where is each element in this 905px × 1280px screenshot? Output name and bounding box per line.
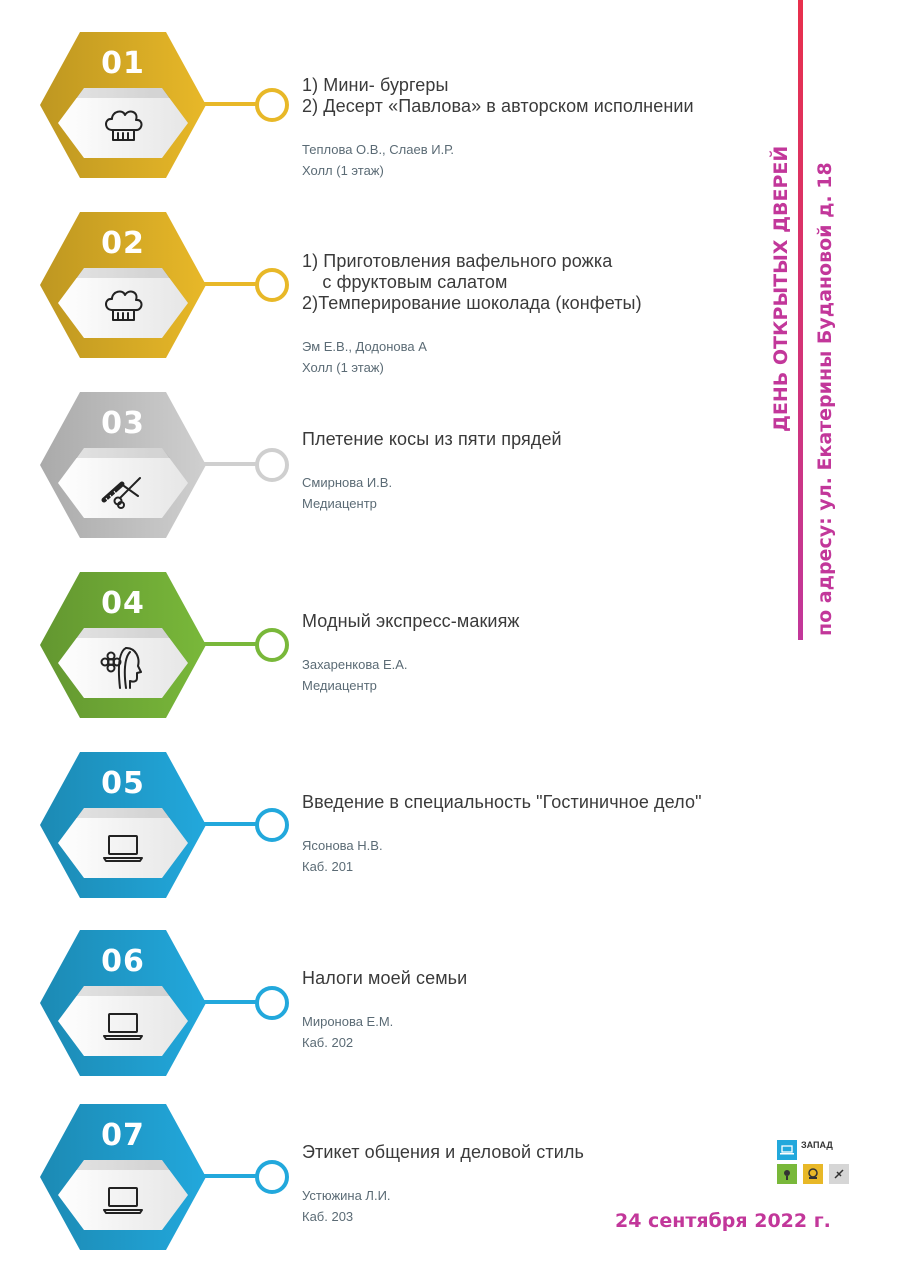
logo-green-square <box>777 1164 797 1184</box>
item-number: 02 <box>101 226 145 261</box>
item-number: 05 <box>101 766 145 801</box>
hexagon-badge <box>38 390 208 540</box>
connector-ring <box>255 628 289 662</box>
connector-line <box>200 462 260 466</box>
hexagon-badge <box>38 570 208 720</box>
connector-ring <box>255 1160 289 1194</box>
item-teacher: Смирнова И.В. <box>302 475 393 490</box>
item-title: Модный экспресс-макияж <box>302 611 520 631</box>
program-item <box>0 210 760 375</box>
zapad-logo <box>777 1140 851 1186</box>
item-teacher: Теплова О.В., Слаев И.Р. <box>302 142 455 157</box>
woman-face-flower-icon <box>96 640 150 694</box>
laptop-icon <box>96 820 150 874</box>
connector-ring <box>255 448 289 482</box>
laptop-icon <box>96 1172 150 1226</box>
item-teacher: Миронова Е.М. <box>302 1014 394 1029</box>
item-number: 07 <box>101 1118 145 1153</box>
side-heading: ДЕНЬ ОТКРЫТЫХ ДВЕРЕЙ <box>770 145 792 432</box>
item-title: Налоги моей семьи <box>302 968 468 988</box>
item-teacher: Захаренкова Е.А. <box>302 657 408 672</box>
connector-line <box>200 282 260 286</box>
event-date: 24 сентября 2022 г. <box>615 1210 831 1232</box>
hexagon-badge <box>38 210 208 360</box>
item-number: 06 <box>101 944 145 979</box>
side-address: по адресу: ул. Екатерины Будановой д. 18 <box>814 162 836 636</box>
item-title: Этикет общения и деловой стиль <box>302 1142 584 1162</box>
item-location: Медиацентр <box>302 678 377 693</box>
program-item <box>0 390 760 540</box>
connector-line <box>200 822 260 826</box>
item-teacher: Устюжина Л.И. <box>302 1188 391 1203</box>
chef-hat-icon <box>96 100 150 154</box>
connector-line <box>200 102 260 106</box>
item-teacher: Эм Е.В., Додонова А <box>302 339 427 354</box>
program-item <box>0 928 760 1078</box>
vertical-accent-bar <box>798 0 803 640</box>
item-number: 03 <box>101 406 145 441</box>
connector-ring <box>255 268 289 302</box>
logo-gray-square <box>829 1164 849 1184</box>
connector-ring <box>255 808 289 842</box>
logo-laptop-square <box>777 1140 797 1160</box>
program-item <box>0 750 760 900</box>
item-location: Каб. 201 <box>302 859 354 874</box>
program-item <box>0 30 760 180</box>
hexagon-badge <box>38 750 208 900</box>
item-title: 1) Мини- бургеры 2) Десерт «Павлова» в авторском исполнении <box>302 75 694 116</box>
item-title: Плетение косы из пяти прядей <box>302 429 562 449</box>
connector-line <box>200 642 260 646</box>
item-number: 01 <box>101 46 145 81</box>
program-item <box>0 570 760 720</box>
logo-name: ЗАПАД <box>801 1140 833 1150</box>
item-location: Каб. 202 <box>302 1035 354 1050</box>
connector-ring <box>255 88 289 122</box>
connector-line <box>200 1000 260 1004</box>
item-location: Холл (1 этаж) <box>302 360 384 375</box>
item-location: Холл (1 этаж) <box>302 163 384 178</box>
item-title: 1) Приготовления вафельного рожка с фруктовым салатом 2)Темперирование шоколада (конфеты) <box>302 251 642 313</box>
hexagon-badge <box>38 928 208 1078</box>
logo-yellow-square <box>803 1164 823 1184</box>
scissors-comb-icon <box>96 460 150 514</box>
connector-ring <box>255 986 289 1020</box>
item-location: Каб. 203 <box>302 1209 354 1224</box>
hexagon-badge <box>38 30 208 180</box>
hexagon-badge <box>38 1102 208 1252</box>
item-number: 04 <box>101 586 145 621</box>
item-title: Введение в специальность "Гостиничное дело" <box>302 792 702 812</box>
laptop-icon <box>96 998 150 1052</box>
item-teacher: Ясонова Н.В. <box>302 838 383 853</box>
connector-line <box>200 1174 260 1178</box>
item-location: Медиацентр <box>302 496 377 511</box>
chef-hat-icon <box>96 280 150 334</box>
